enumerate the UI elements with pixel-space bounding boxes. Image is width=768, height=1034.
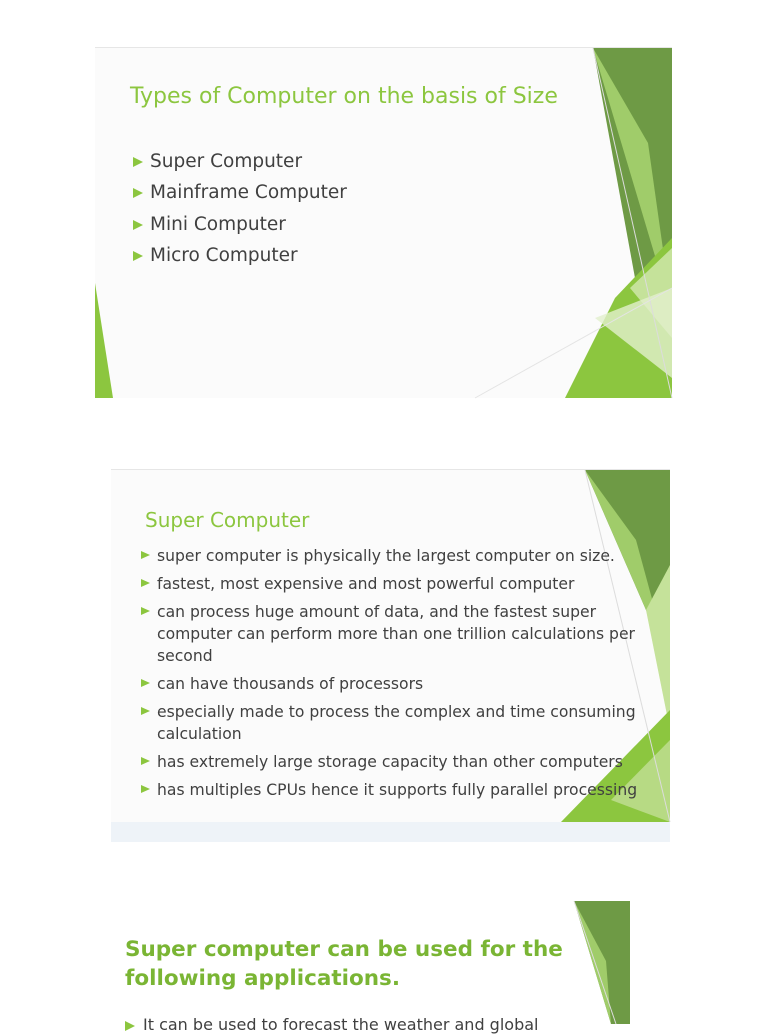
- triangle-right-icon: [133, 157, 143, 167]
- list-item: [141, 601, 669, 667]
- list-item: [133, 182, 347, 213]
- list-item: [141, 573, 669, 595]
- slide-title: Super computer can be used for the following applications.: [125, 937, 563, 991]
- list-item: [141, 673, 669, 695]
- triangle-right-icon: [133, 251, 143, 261]
- triangle-right-icon: [141, 679, 150, 687]
- list-item: [141, 545, 669, 567]
- list-item: [133, 151, 347, 182]
- list-item: [141, 751, 669, 773]
- triangle-right-icon: [141, 551, 150, 559]
- list-item: [133, 245, 347, 276]
- bullet-text: has multiples CPUs hence it supports fully parallel processing: [157, 781, 638, 799]
- slide-3: [111, 901, 630, 1034]
- list-item: [125, 1015, 538, 1034]
- triangle-right-icon: [125, 1021, 135, 1031]
- bullet-text: Super Computer: [150, 151, 303, 172]
- bullet-text: Micro Computer: [150, 244, 298, 266]
- list-item: [141, 701, 669, 745]
- slide-1: [95, 47, 672, 398]
- triangle-right-icon: [141, 707, 150, 715]
- triangle-right-icon: [133, 220, 143, 230]
- bullet-text: Mainframe Computer: [150, 182, 347, 204]
- bullet-text: Mini Computer: [150, 213, 286, 235]
- bullet-text: super computer is physically the largest computer on size.: [157, 547, 615, 565]
- bullet-list: [133, 151, 347, 276]
- bullet-text: especially made to process the complex and time consuming calculation: [157, 703, 636, 743]
- bullet-text: can process huge amount of data, and the fastest super computer can perform more than one trillion calculations per second: [157, 603, 635, 665]
- triangle-right-icon: [141, 607, 150, 615]
- triangle-right-icon: [133, 188, 143, 198]
- slide-2: [111, 469, 670, 842]
- list-item: [133, 214, 347, 245]
- bullet-text: fastest, most expensive and most powerful computer: [157, 575, 575, 593]
- triangle-right-icon: [141, 579, 150, 587]
- bullet-text: can have thousands of processors: [157, 675, 424, 693]
- slide-title: Super Computer: [145, 508, 310, 532]
- bullet-text: has extremely large storage capacity than other computers: [157, 753, 623, 771]
- list-item: [141, 779, 669, 801]
- bullet-text: It can be used to forecast the weather and global: [143, 1015, 539, 1034]
- bullet-list: [141, 545, 669, 807]
- slide-title: Types of Computer on the basis of Size: [130, 84, 558, 109]
- triangle-right-icon: [141, 785, 150, 793]
- triangle-right-icon: [141, 757, 150, 765]
